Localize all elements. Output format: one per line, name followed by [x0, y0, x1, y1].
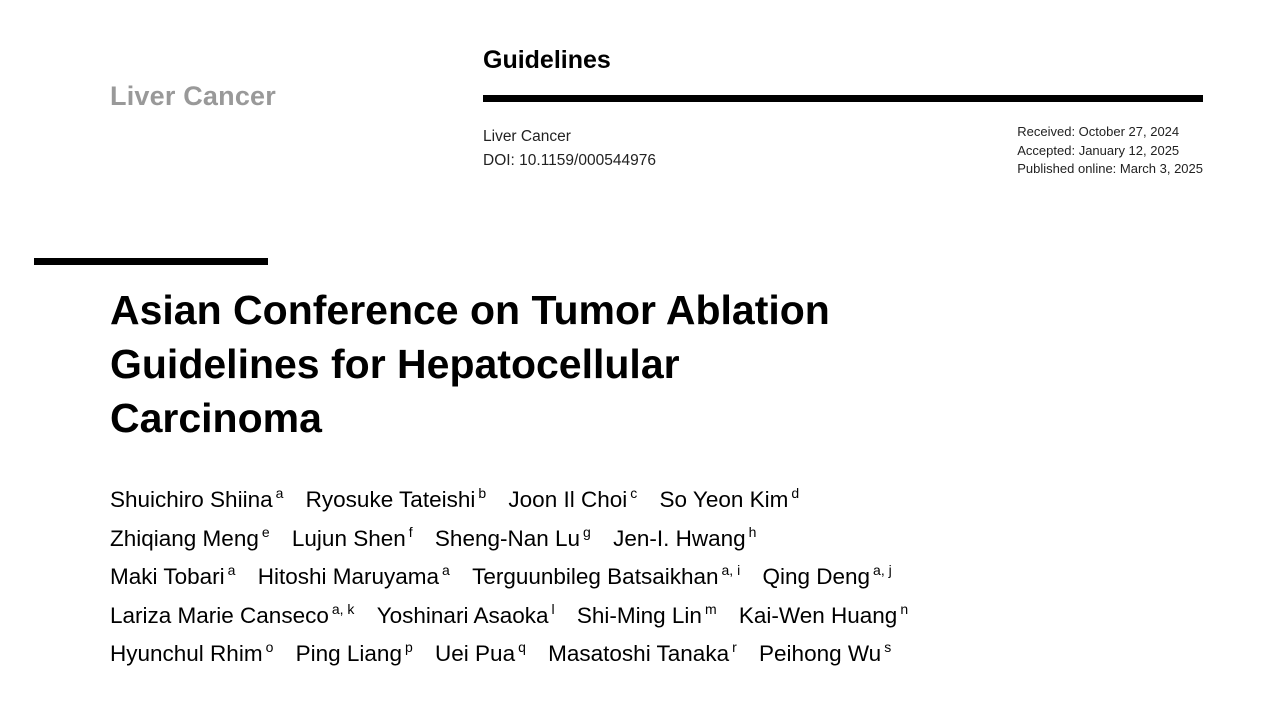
- author[interactable]: [258, 558, 450, 597]
- affiliation-marker: a, i: [721, 562, 741, 578]
- author-name: Peihong Wu: [759, 641, 882, 666]
- author-name: Lariza Marie Canseco: [110, 602, 329, 628]
- title-line: Carcinoma: [110, 395, 322, 441]
- author-name: Maki Tobari: [110, 564, 225, 589]
- affiliation-marker: g: [583, 523, 591, 540]
- author[interactable]: [508, 481, 637, 520]
- author-name: Jen-I. Hwang: [613, 525, 746, 551]
- author[interactable]: [577, 597, 717, 636]
- author[interactable]: [548, 635, 737, 674]
- affiliation-marker: l: [551, 600, 555, 617]
- author-name: Shi-Ming Lin: [576, 602, 702, 628]
- author[interactable]: [435, 635, 526, 674]
- affiliation-marker: f: [408, 523, 413, 540]
- affiliation-marker: a, j: [873, 562, 892, 578]
- section-label: Guidelines: [483, 46, 611, 74]
- author-name: Yoshinari Asaoka: [376, 602, 549, 628]
- affiliation-marker: s: [884, 639, 892, 655]
- author-line: [110, 481, 1110, 520]
- author-name: Kai-Wen Huang: [738, 602, 898, 628]
- title-line: Asian Conference on Tumor Ablation: [110, 287, 830, 333]
- author-name: Terguunbileg Batsaikhan: [472, 564, 719, 589]
- author-list: [110, 481, 1110, 674]
- author-name: Ryosuke Tateishi: [305, 487, 476, 512]
- author-name: Qing Deng: [762, 564, 871, 589]
- author-name: Hitoshi Maruyama: [257, 564, 440, 589]
- author-name: Shuichiro Shiina: [110, 487, 273, 512]
- author-line: [110, 597, 1110, 636]
- affiliation-marker: q: [518, 639, 526, 655]
- affiliation-marker: a: [275, 485, 284, 501]
- affiliation-marker: r: [732, 639, 737, 655]
- affiliation-marker: e: [261, 523, 270, 540]
- affiliation-marker: c: [630, 485, 638, 501]
- received-date: Received: October 27, 2024: [1017, 124, 1180, 139]
- author[interactable]: [613, 520, 756, 559]
- author[interactable]: [110, 597, 354, 636]
- author-line: [110, 635, 1110, 674]
- author[interactable]: [292, 520, 413, 559]
- author-name: Hyunchul Rhim: [110, 641, 263, 666]
- affiliation-marker: m: [704, 600, 717, 617]
- affiliation-marker: d: [791, 485, 800, 501]
- author[interactable]: [660, 481, 800, 520]
- header-rule: [483, 95, 1203, 102]
- author-name: Joon Il Choi: [508, 487, 628, 512]
- title-line: Guidelines for Hepatocellular: [110, 341, 680, 387]
- article-title: [110, 283, 970, 445]
- affiliation-marker: o: [265, 639, 274, 655]
- author[interactable]: [306, 481, 486, 520]
- author-line: [110, 558, 1110, 597]
- author[interactable]: [110, 481, 283, 520]
- author[interactable]: [759, 635, 891, 674]
- author-line: [110, 520, 1110, 559]
- author-name: Zhiqiang Meng: [110, 525, 259, 551]
- author-name: Ping Liang: [295, 641, 402, 666]
- published-date: Published online: March 3, 2025: [1017, 161, 1203, 176]
- affiliation-marker: p: [404, 639, 413, 655]
- author[interactable]: [110, 558, 235, 597]
- author[interactable]: [296, 635, 413, 674]
- author[interactable]: [739, 597, 908, 636]
- affiliation-marker: b: [478, 485, 487, 501]
- author-name: So Yeon Kim: [659, 487, 789, 512]
- doi-link[interactable]: DOI: 10.1159/000544976: [483, 152, 656, 169]
- accepted-date: Accepted: January 12, 2025: [1017, 142, 1180, 158]
- author[interactable]: [110, 520, 270, 559]
- journal-name: Liver Cancer: [483, 128, 571, 145]
- affiliation-marker: h: [748, 523, 757, 540]
- author-name: Uei Pua: [435, 641, 516, 666]
- author-name: Sheng-Nan Lu: [434, 525, 581, 551]
- article-meta: [483, 125, 656, 173]
- author-name: Lujun Shen: [291, 525, 406, 551]
- author[interactable]: [377, 597, 555, 636]
- author[interactable]: [472, 558, 740, 597]
- author[interactable]: [435, 520, 591, 559]
- author-name: Masatoshi Tanaka: [548, 641, 730, 666]
- affiliation-marker: a, k: [331, 600, 355, 617]
- publication-dates: [1017, 123, 1203, 179]
- author[interactable]: [762, 558, 891, 597]
- affiliation-marker: a: [227, 562, 236, 578]
- author[interactable]: [110, 635, 273, 674]
- title-rule: [34, 258, 268, 265]
- affiliation-marker: a: [442, 562, 450, 578]
- affiliation-marker: n: [900, 600, 909, 617]
- journal-brand: Liver Cancer: [110, 81, 276, 111]
